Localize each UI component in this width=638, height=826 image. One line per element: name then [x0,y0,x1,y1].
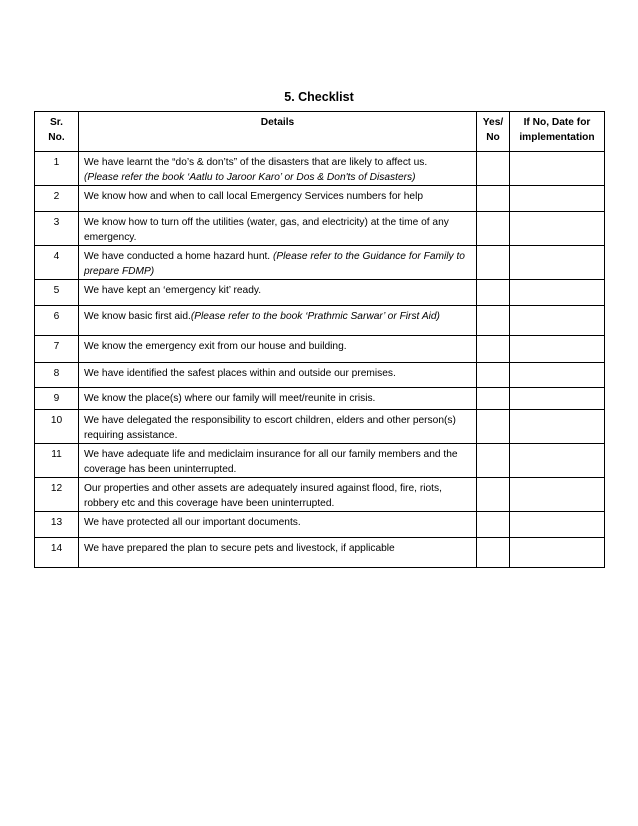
row-text: We have protected all our important documents. [84,517,301,528]
row-text: Our properties and other assets are adequately insured against flood, fire, riots, robbery etc and this coverage have been uninterrupted. [84,483,442,509]
implementation-date-cell[interactable] [510,280,605,306]
row-text: We have kept an ‘emergency kit’ ready. [84,285,262,296]
header-yesno-line1: Yes/ [482,117,504,128]
table-row [35,444,605,478]
header-details-label: Details [260,117,295,128]
row-number: 8 [35,363,79,388]
row-details [79,363,477,388]
implementation-date-cell[interactable] [510,212,605,246]
implementation-date-cell[interactable] [510,388,605,410]
row-number: 10 [35,410,79,444]
header-yesno-line2: No [486,132,500,143]
checklist-table [34,111,605,568]
table-row [35,186,605,212]
row-text: We have identified the safest places within and outside our premises. [84,368,396,379]
table-row [35,410,605,444]
header-details [79,112,477,152]
yes-no-cell[interactable] [477,410,510,444]
row-note: (Please refer to the book ‘Prathmic Sarwar’ or First Aid) [190,311,440,322]
implementation-date-cell[interactable] [510,538,605,568]
header-sr-line1: Sr. [49,117,64,128]
row-details [79,280,477,306]
row-text: We know the emergency exit from our house and building. [84,341,347,352]
row-details [79,478,477,512]
implementation-date-cell[interactable] [510,444,605,478]
table-row [35,212,605,246]
row-text: We have learnt the “do’s & don’ts” of the disasters that are likely to affect us. [84,157,428,168]
yes-no-cell[interactable] [477,306,510,336]
table-row [35,280,605,306]
yes-no-cell[interactable] [477,336,510,363]
row-details [79,212,477,246]
row-details [79,512,477,538]
row-number: 12 [35,478,79,512]
row-details [79,410,477,444]
implementation-date-cell[interactable] [510,512,605,538]
yes-no-cell[interactable] [477,152,510,186]
yes-no-cell[interactable] [477,478,510,512]
row-details [79,306,477,336]
header-date [510,112,605,152]
header-sr-line2: No. [48,132,65,143]
row-number: 4 [35,246,79,280]
header-date-line2: implementation [519,132,595,143]
page-title: 5. Checklist [284,90,354,104]
row-number: 3 [35,212,79,246]
row-details [79,388,477,410]
row-details [79,186,477,212]
table-row [35,388,605,410]
implementation-date-cell[interactable] [510,363,605,388]
row-text: We know how to turn off the utilities (water, gas, and electricity) at the time of any emergency. [84,217,449,243]
row-text: We have adequate life and mediclaim insurance for all our family members and the coverage has been uninterrupted. [84,449,458,475]
yes-no-cell[interactable] [477,538,510,568]
header-date-line1: If No, Date for [523,117,591,128]
row-number: 2 [35,186,79,212]
row-note: (Please refer the book ‘Aatlu to Jaroor Karo’ or Dos & Don'ts of Disasters) [84,172,416,183]
table-row [35,478,605,512]
implementation-date-cell[interactable] [510,336,605,363]
row-text: We know the place(s) where our family will meet/reunite in crisis. [84,393,376,404]
header-row [35,112,605,152]
yes-no-cell[interactable] [477,512,510,538]
header-yes-no [477,112,510,152]
table-row [35,246,605,280]
row-text: We have prepared the plan to secure pets and livestock, if applicable [84,543,395,554]
implementation-date-cell[interactable] [510,478,605,512]
row-details [79,152,477,186]
header-sr-no [35,112,79,152]
table-row [35,512,605,538]
yes-no-cell[interactable] [477,444,510,478]
yes-no-cell[interactable] [477,280,510,306]
implementation-date-cell[interactable] [510,306,605,336]
yes-no-cell[interactable] [477,186,510,212]
row-text: We have conducted a home hazard hunt. [84,251,273,262]
table-row [35,306,605,336]
row-number: 13 [35,512,79,538]
row-text: We know how and when to call local Emergency Services numbers for help [84,191,423,202]
row-number: 11 [35,444,79,478]
row-number: 14 [35,538,79,568]
table-row [35,363,605,388]
table-row [35,336,605,363]
row-number: 9 [35,388,79,410]
implementation-date-cell[interactable] [510,410,605,444]
implementation-date-cell[interactable] [510,152,605,186]
yes-no-cell[interactable] [477,388,510,410]
yes-no-cell[interactable] [477,363,510,388]
table-row [35,152,605,186]
row-number: 7 [35,336,79,363]
implementation-date-cell[interactable] [510,186,605,212]
table-row [35,538,605,568]
row-text: We know basic first aid. [84,311,191,322]
row-details [79,444,477,478]
row-details [79,336,477,363]
row-number: 6 [35,306,79,336]
row-details [79,538,477,568]
row-details [79,246,477,280]
row-note: (Please refer to the Guidance for Family to prepare FDMP) [84,251,465,277]
row-number: 1 [35,152,79,186]
row-text: We have delegated the responsibility to escort children, elders and other person(s) requiring assistance. [84,415,456,441]
row-number: 5 [35,280,79,306]
yes-no-cell[interactable] [477,212,510,246]
implementation-date-cell[interactable] [510,246,605,280]
yes-no-cell[interactable] [477,246,510,280]
